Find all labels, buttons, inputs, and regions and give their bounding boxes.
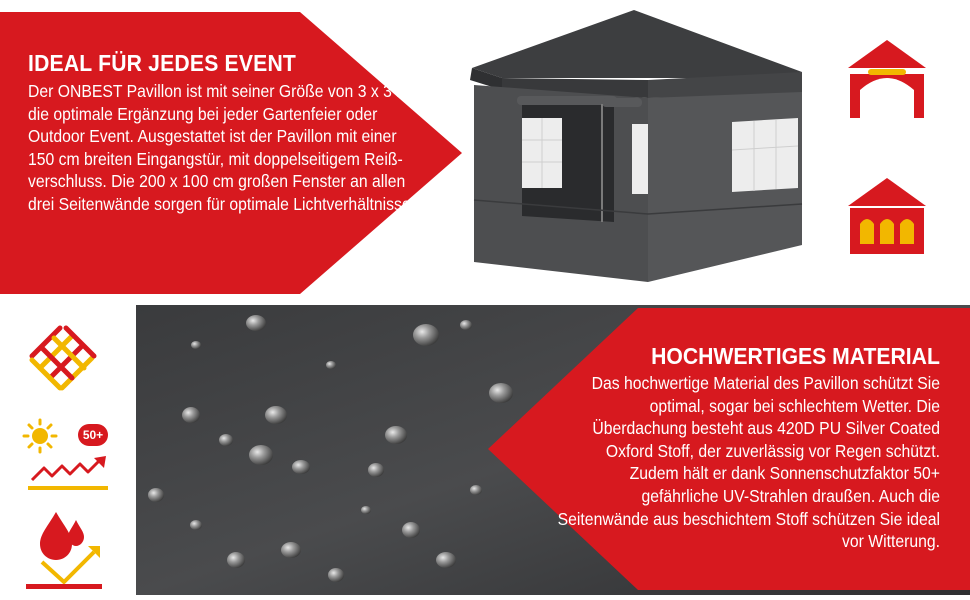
event-description: Der ONBEST Pavillon ist mit seiner Größe von 3 x 3 m die optimale Ergänzung bei jeder Gartenfeier oder Outdoor Event. Ausgestattet ist der Pavillon mit einer 150 cm breiten Eingangstür, mit doppelseitigem Reißverschluss. Die 200 x 100 cm großen Fenster an allen drei Seitenwände sorgen für optimale Lichtverhältnisse. — [28, 81, 415, 214]
tent-windows-icon — [846, 176, 928, 256]
material-description: Das hochwertige Material des Pavillon schützt Sie optimal, sogar bei schlechtem Wetter. Die Überdachung besteht aus 420D PU Silver Coated Oxford Stoff, der zuverlässig vor Regen schützt. Zudem hält er dank Sonnenschutzfaktor 50+ gefährliche UV-Strahlen draußen. Auch die Seitenwände aus beschichtem Stoff schützen Sie ideal vor Witterung. — [557, 373, 940, 552]
tent-arch-icon — [846, 38, 928, 120]
event-info-panel — [0, 12, 462, 294]
pavilion-image — [462, 0, 812, 300]
waterproof-drop-icon — [22, 506, 106, 590]
material-title: HOCHWERTIGES MATERIAL — [651, 343, 940, 369]
event-title: IDEAL FÜR JEDES EVENT — [28, 50, 297, 76]
fabric-weave-icon — [22, 318, 102, 398]
material-info-panel — [488, 308, 970, 590]
spf-50-badge: 50+ — [78, 424, 108, 446]
